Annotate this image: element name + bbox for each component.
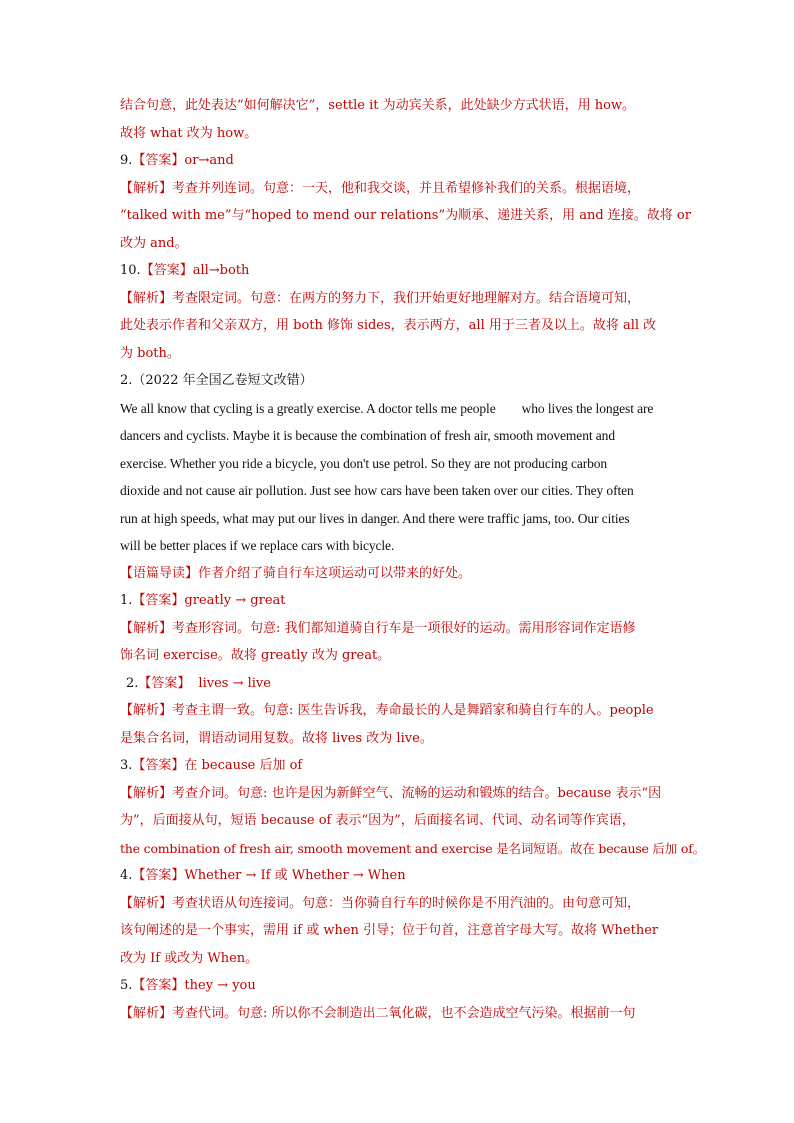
s2q3-analysis-text: 考查介词。句意: 也许是因为新鲜空气、流畅的运动和锻炼的结合。because 表示“因	[172, 785, 662, 801]
answer-tag: 【答案】	[132, 758, 185, 773]
s2q4-analysis-line-3: 改为 If 或改为 When。	[120, 950, 259, 966]
s2q2-answer-text: lives → live	[198, 675, 271, 691]
q10-analysis-text: 考查限定词。句意：在两方的努力下，我们开始更好地理解对方。结合语境可知，	[172, 290, 641, 306]
answer-tag: 【答案】	[132, 978, 185, 993]
s2q4-answer	[120, 862, 676, 890]
q9-number: 9.	[120, 153, 133, 168]
passage-line-6: will be better places if we replace cars with bicycle.	[120, 538, 395, 553]
q10-number: 10.	[120, 263, 141, 278]
s2q2-number: 2.	[126, 675, 139, 691]
s2q4-analysis-line-1	[120, 890, 676, 918]
analysis-tag: 【解析】	[120, 703, 173, 718]
s2q4-number: 4.	[120, 868, 133, 883]
s2q1-analysis-text: 考查形容词。句意: 我们都知道骑自行车是一项很好的运动。需用形容词作定语修	[172, 620, 636, 636]
s2q4-analysis-line-2: 该句阐述的是一个事实，需用 if 或 when 引导；位于句首，注意首字母大写。故将 Whether	[120, 923, 659, 938]
s2q3-answer	[120, 752, 676, 780]
passage-line-1	[120, 395, 676, 423]
analysis-tag: 【解析】	[120, 785, 173, 801]
s2q2-answer	[120, 670, 676, 698]
analysis-tag: 【解析】	[120, 620, 173, 636]
answer-tag: 【答案】	[132, 593, 185, 608]
answer-tag: 【答案】	[140, 263, 193, 278]
q9-analysis-line-1	[120, 175, 676, 203]
q9-analysis-line-2: “talked with me”与“hoped to mend our relations”为顺承、递进关系，用 and 连接。故将 or	[120, 208, 691, 223]
q8-analysis-line-1: 结合句意，此处表达“如何解决它”，settle it 为动宾关系，此处缺少方式状语，用 how。	[120, 98, 636, 113]
passage-line-4: dioxide and not cause air pollution. Just see how cars have been taken over our cities. They often	[120, 483, 634, 498]
analysis-tag: 【解析】	[120, 290, 173, 306]
passage-line-5: run at high speeds, what may put our lives in danger. And there were traffic jams, too. Our cities	[120, 510, 630, 526]
s2q1-number: 1.	[120, 593, 133, 608]
s2q2-analysis-text: 考查主谓一致。句意: 医生告诉我，寿命最长的人是舞蹈家和骑自行车的人。people	[172, 703, 654, 718]
s2q4-answer-text: Whether → If 或 Whether → When	[184, 868, 406, 883]
s2q3-analysis-line-2: 为”，后面接从句，短语 because of 表示“因为”，后面接名词、代词、动名词等作宾语，	[120, 813, 635, 828]
s2q1-analysis-line-1	[120, 615, 676, 643]
s2q5-analysis-text: 考查代词。句意: 所以你不会制造出二氧化碳，也不会造成空气污染。根据前一句	[172, 1005, 636, 1021]
q10-answer-text: all→both	[192, 263, 250, 278]
passage-guide	[120, 560, 676, 588]
s2q2-analysis-line-2: 是集合名词，谓语动词用复数。故将 lives 改为 live。	[120, 730, 433, 746]
q9-answer-text: or→and	[184, 153, 234, 168]
q9-analysis-text: 考查并列连词。句意：一天，他和我交谈，并且希望修补我们的关系。根据语境，	[172, 180, 641, 196]
guide-tag: 【语篇导读】	[120, 565, 199, 581]
q10-analysis-line-2: 此处表示作者和父亲双方，用 both 修饰 sides，表示两方，all 用于三者及以上。故将 all 改	[120, 318, 657, 333]
q9-answer	[120, 147, 676, 175]
q10-analysis-line-3: 为 both。	[120, 345, 180, 361]
answer-tag: 【答案】	[132, 153, 185, 168]
s2q2-analysis-line-1	[120, 697, 676, 725]
passage-line-3: exercise. Whether you ride a bicycle, you don't use petrol. So they are not producing carbon	[120, 455, 608, 471]
s2q5-answer-text: they → you	[184, 978, 256, 993]
q10-analysis-line-1	[120, 285, 676, 313]
q10-answer	[120, 257, 676, 285]
q8-analysis-line-2: 故将 what 改为 how。	[120, 125, 258, 141]
s2q3-number: 3.	[120, 758, 133, 773]
passage-line-2: dancers and cyclists. Maybe it is because the combination of fresh air, smooth movement and	[120, 428, 615, 443]
answer-tag: 【答案】	[132, 868, 185, 883]
s2q5-number: 5.	[120, 978, 133, 993]
s2q5-answer	[120, 972, 676, 1000]
section-2-heading: 2.（2022 年全国乙卷短文改错）	[120, 373, 313, 388]
s2q1-answer-text: greatly → great	[184, 593, 286, 608]
s2q1-analysis-line-2: 饰名词 exercise。故将 greatly 改为 great。	[120, 648, 391, 663]
q9-analysis-line-3: 改为 and。	[120, 235, 188, 251]
analysis-tag: 【解析】	[120, 180, 173, 196]
answer-tag: 【答案】	[138, 675, 191, 691]
passage-line-1a: We all know that cycling is a greatly exercise. A doctor tells me people	[120, 400, 496, 416]
s2q4-analysis-text: 考查状语从句连接词。句意：当你骑自行车的时候你是不用汽油的。由句意可知，	[172, 895, 641, 911]
s2q1-answer	[120, 587, 676, 615]
document-page	[120, 92, 705, 1027]
s2q5-analysis-line-1	[120, 1000, 676, 1028]
passage-line-1b: who lives the longest are	[521, 400, 654, 416]
s2q3-answer-text: 在 because 后加 of	[184, 758, 303, 773]
guide-text: 作者介绍了骑自行车这项运动可以带来的好处。	[198, 565, 472, 581]
s2q3-analysis-line-1	[120, 780, 676, 808]
s2q3-analysis-line-3: the combination of fresh air, smooth movement and exercise 是名词短语。故在 because 后加 of。	[120, 840, 705, 856]
analysis-tag: 【解析】	[120, 1005, 173, 1021]
analysis-tag: 【解析】	[120, 895, 173, 911]
